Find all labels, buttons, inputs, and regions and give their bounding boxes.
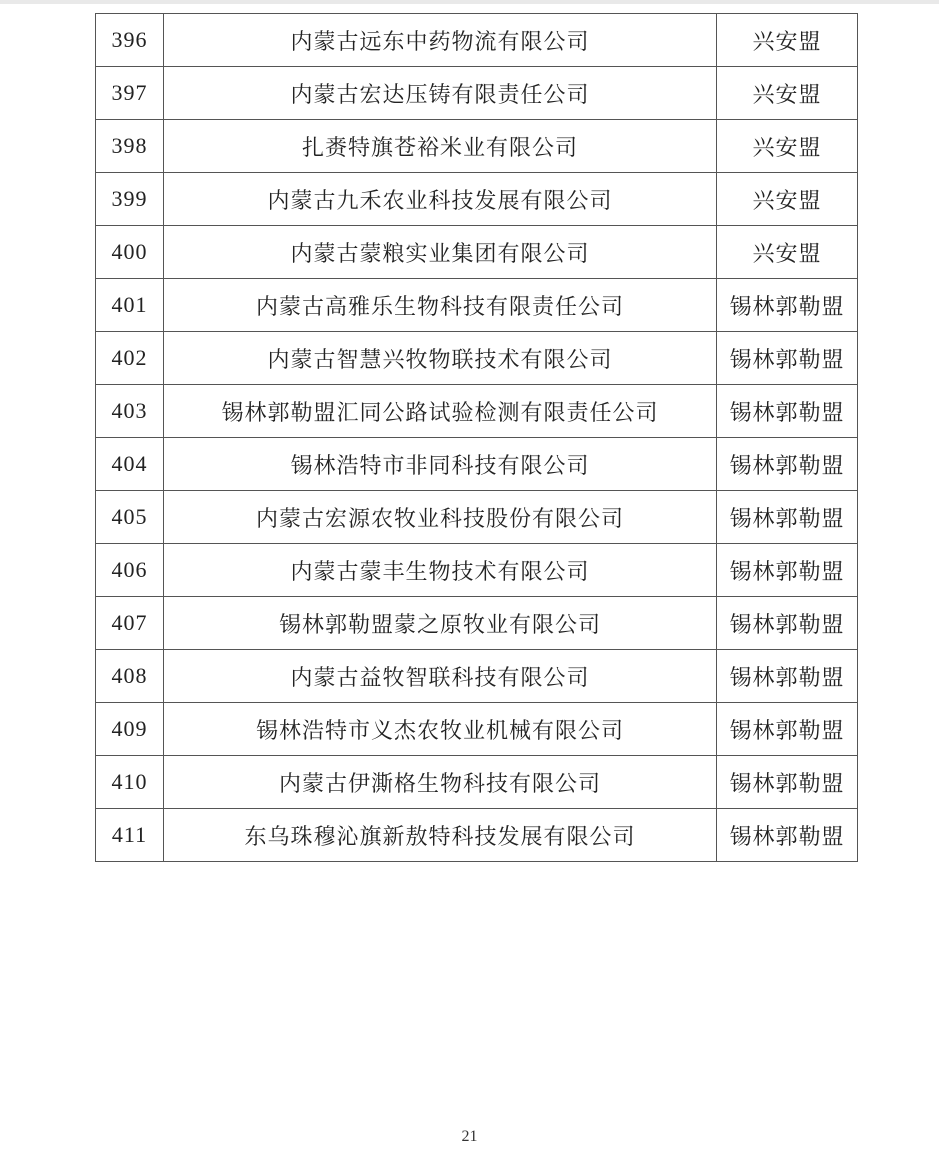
region-name: 锡林郭勒盟 bbox=[717, 332, 858, 385]
row-number: 400 bbox=[96, 226, 164, 279]
table-row bbox=[96, 650, 858, 703]
page-number: 21 bbox=[461, 1128, 478, 1145]
company-name: 内蒙古九禾农业科技发展有限公司 bbox=[164, 173, 717, 226]
row-number: 407 bbox=[96, 597, 164, 650]
row-number: 396 bbox=[96, 14, 164, 67]
company-name: 内蒙古宏源农牧业科技股份有限公司 bbox=[164, 491, 717, 544]
table-row bbox=[96, 279, 858, 332]
table-row bbox=[96, 544, 858, 597]
company-name: 内蒙古宏达压铸有限责任公司 bbox=[164, 67, 717, 120]
region-name: 锡林郭勒盟 bbox=[717, 809, 858, 862]
table-row bbox=[96, 67, 858, 120]
company-name: 内蒙古高雅乐生物科技有限责任公司 bbox=[164, 279, 717, 332]
table-row bbox=[96, 120, 858, 173]
table-row bbox=[96, 597, 858, 650]
table-row bbox=[96, 226, 858, 279]
region-name: 锡林郭勒盟 bbox=[717, 279, 858, 332]
company-name: 锡林郭勒盟蒙之原牧业有限公司 bbox=[164, 597, 717, 650]
region-name: 兴安盟 bbox=[717, 226, 858, 279]
region-name: 兴安盟 bbox=[717, 67, 858, 120]
table-row bbox=[96, 332, 858, 385]
row-number: 404 bbox=[96, 438, 164, 491]
table-row bbox=[96, 809, 858, 862]
company-name: 内蒙古蒙丰生物技术有限公司 bbox=[164, 544, 717, 597]
company-list-body bbox=[96, 14, 858, 862]
table-row bbox=[96, 385, 858, 438]
region-name: 锡林郭勒盟 bbox=[717, 491, 858, 544]
row-number: 399 bbox=[96, 173, 164, 226]
region-name: 锡林郭勒盟 bbox=[717, 756, 858, 809]
region-name: 锡林郭勒盟 bbox=[717, 438, 858, 491]
company-name: 内蒙古益牧智联科技有限公司 bbox=[164, 650, 717, 703]
table-row bbox=[96, 756, 858, 809]
company-name: 锡林浩特市义杰农牧业机械有限公司 bbox=[164, 703, 717, 756]
row-number: 397 bbox=[96, 67, 164, 120]
region-name: 兴安盟 bbox=[717, 120, 858, 173]
company-name: 内蒙古伊澌格生物科技有限公司 bbox=[164, 756, 717, 809]
row-number: 409 bbox=[96, 703, 164, 756]
company-name: 内蒙古蒙粮实业集团有限公司 bbox=[164, 226, 717, 279]
table-row bbox=[96, 173, 858, 226]
row-number: 405 bbox=[96, 491, 164, 544]
row-number: 401 bbox=[96, 279, 164, 332]
table-row bbox=[96, 703, 858, 756]
row-number: 406 bbox=[96, 544, 164, 597]
company-name: 扎赉特旗苍裕米业有限公司 bbox=[164, 120, 717, 173]
row-number: 411 bbox=[96, 809, 164, 862]
company-list-table bbox=[95, 13, 858, 862]
region-name: 兴安盟 bbox=[717, 14, 858, 67]
table-row bbox=[96, 14, 858, 67]
region-name: 锡林郭勒盟 bbox=[717, 650, 858, 703]
company-name: 内蒙古远东中药物流有限公司 bbox=[164, 14, 717, 67]
region-name: 锡林郭勒盟 bbox=[717, 597, 858, 650]
region-name: 锡林郭勒盟 bbox=[717, 703, 858, 756]
company-name: 锡林郭勒盟汇同公路试验检测有限责任公司 bbox=[164, 385, 717, 438]
row-number: 410 bbox=[96, 756, 164, 809]
company-name: 内蒙古智慧兴牧物联技术有限公司 bbox=[164, 332, 717, 385]
region-name: 兴安盟 bbox=[717, 173, 858, 226]
company-name: 东乌珠穆沁旗新敖特科技发展有限公司 bbox=[164, 809, 717, 862]
table-row bbox=[96, 491, 858, 544]
region-name: 锡林郭勒盟 bbox=[717, 385, 858, 438]
table-row bbox=[96, 438, 858, 491]
top-edge-strip bbox=[0, 0, 939, 4]
row-number: 403 bbox=[96, 385, 164, 438]
region-name: 锡林郭勒盟 bbox=[717, 544, 858, 597]
row-number: 408 bbox=[96, 650, 164, 703]
row-number: 398 bbox=[96, 120, 164, 173]
company-name: 锡林浩特市非同科技有限公司 bbox=[164, 438, 717, 491]
row-number: 402 bbox=[96, 332, 164, 385]
